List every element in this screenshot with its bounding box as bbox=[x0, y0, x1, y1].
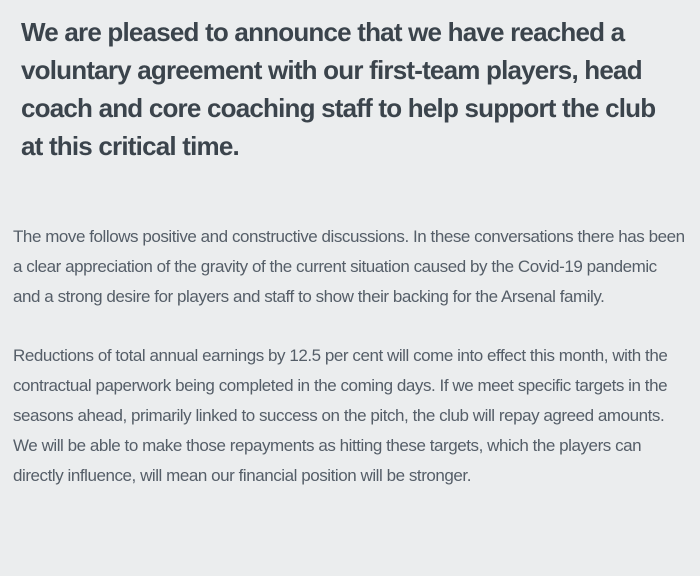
article-body bbox=[0, 222, 700, 491]
article-paragraph: The move follows positive and constructive discussions. In these conversations there has been a clear appreciation of the gravity of the current situation caused by the Covid-19 pandemic and a strong desire for players and staff to show their backing for the Arsenal family. bbox=[13, 227, 685, 306]
article-paragraph: Reductions of total annual earnings by 12.5 per cent will come into effect this month, with the contractual paperwork being completed in the coming days. If we meet specific targets in the seasons ahead, primarily linked to success on the pitch, the club will repay agreed amounts. We will be able to make those repayments as hitting these targets, which the players can directly influence, will mean our financial position will be stronger. bbox=[13, 346, 668, 485]
article-headline: We are pleased to announce that we have reached a voluntary agreement with our first-team players, head coach and core coaching staff to help support the club at this critical time. bbox=[21, 17, 656, 161]
